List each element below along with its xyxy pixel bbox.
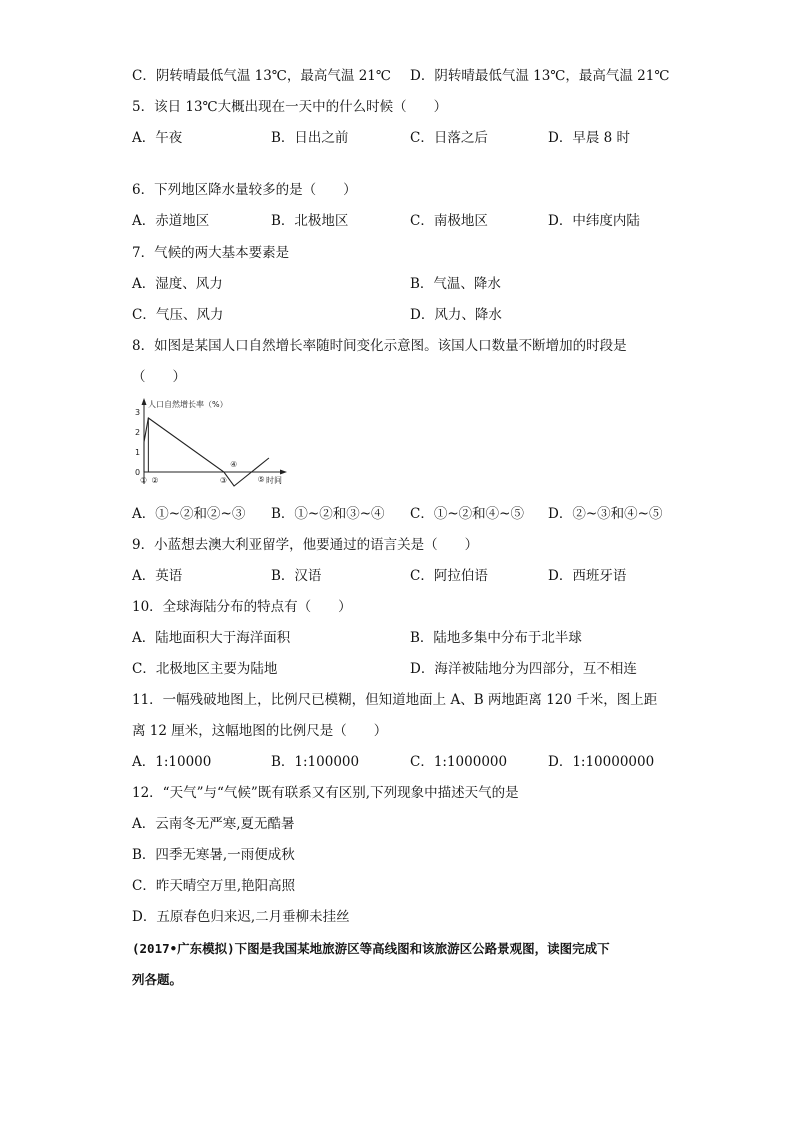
q4-option-d[interactable]: D．阴转晴最低气温 13℃，最高气温 21℃ [410, 68, 670, 84]
point-label: ④ [230, 460, 238, 469]
point-label: ① [140, 476, 148, 485]
y-tick-label: 1 [135, 448, 141, 457]
q5-option-d[interactable]: D．早晨 8 时 [548, 130, 630, 146]
y-tick-label: 3 [135, 408, 141, 417]
q8-option-a[interactable]: A．①~②和②~③ [132, 506, 246, 522]
q10-option-c[interactable]: C．北极地区主要为陆地 [132, 661, 278, 677]
q7-option-c[interactable]: C．气压、风力 [132, 307, 224, 323]
q6-option-a[interactable]: A．赤道地区 [132, 213, 210, 229]
q5-option-a[interactable]: A．午夜 [132, 130, 183, 146]
q9-option-d[interactable]: D．西班牙语 [548, 568, 627, 584]
q11-option-a[interactable]: A．1:10000 [132, 754, 212, 770]
q6-option-d[interactable]: D．中纬度内陆 [548, 213, 640, 229]
x-axis-label: 时间 [266, 476, 282, 485]
y-tick-label: 2 [135, 428, 141, 437]
q8-option-d[interactable]: D．②~③和④~⑤ [548, 506, 663, 522]
q8-option-b[interactable]: B．①~②和③~④ [271, 506, 385, 522]
y-tick-label: 0 [135, 468, 141, 477]
q10-option-d[interactable]: D．海洋被陆地分为四部分，互不相连 [410, 661, 637, 677]
section-note: (2017•广东模拟)下图是我国某地旅游区等高线图和该旅游区公路景观图，读图完成下 [132, 941, 610, 956]
q10-option-b[interactable]: B．陆地多集中分布于北半球 [410, 630, 582, 646]
point-label: ③ [219, 476, 228, 485]
q9-option-c[interactable]: C．阿拉伯语 [410, 568, 488, 584]
growth-rate-line [144, 418, 269, 486]
point-label: ⑤ [257, 475, 265, 484]
q12-option-b[interactable]: B．四季无寒暑,一雨便成秋 [132, 847, 295, 863]
q4-option-c[interactable]: C．阴转晴最低气温 13℃，最高气温 21℃ [132, 68, 391, 84]
q6-option-c[interactable]: C．南极地区 [410, 213, 488, 229]
q6-option-b[interactable]: B．北极地区 [271, 213, 349, 229]
q5-stem: 5．该日 13℃大概出现在一天中的什么时候（ ） [132, 99, 448, 115]
q8-stem: 8．如图是某国人口自然增长率随时间变化示意图。该国人口数量不断增加的时段是 [132, 338, 627, 354]
q11-option-d[interactable]: D．1:10000000 [548, 754, 655, 770]
q10-stem: 10．全球海陆分布的特点有（ ） [132, 599, 352, 615]
q11-option-b[interactable]: B．1:100000 [271, 754, 360, 770]
q12-option-d[interactable]: D．五原春色归来迟,二月垂柳未挂丝 [132, 909, 350, 925]
q9-option-a[interactable]: A．英语 [132, 568, 183, 584]
y-axis-label: 人口自然增长率（%） [148, 400, 228, 409]
q11-option-c[interactable]: C．1:1000000 [410, 754, 508, 770]
q12-option-a[interactable]: A．云南冬无严寒,夏无酷暑 [132, 816, 295, 832]
q8-stem-cont: （ ） [132, 369, 186, 385]
q10-option-a[interactable]: A．陆地面积大于海洋面积 [132, 630, 291, 646]
point-label: ② [151, 476, 159, 485]
q8-option-c[interactable]: C．①~②和④~⑤ [410, 506, 524, 522]
q11-stem: 11．一幅残破地图上，比例尺已模糊，但知道地面上 A、B 两地距离 120 千米，图上距 [132, 692, 658, 708]
q5-option-c[interactable]: C．日落之后 [410, 130, 488, 146]
q12-stem: 12．“天气”与“气候”既有联系又有区别,下列现象中描述天气的是 [132, 785, 519, 801]
q5-option-b[interactable]: B．日出之前 [271, 130, 349, 146]
q7-option-d[interactable]: D．风力、降水 [410, 307, 502, 323]
population-growth-chart [132, 396, 292, 488]
q9-option-b[interactable]: B．汉语 [271, 568, 322, 584]
q12-option-c[interactable]: C．昨天晴空万里,艳阳高照 [132, 878, 296, 894]
q6-stem: 6．下列地区降水量较多的是（ ） [132, 182, 357, 198]
q11-stem-cont: 离 12 厘米，这幅地图的比例尺是（ ） [132, 723, 388, 739]
q9-stem: 9．小蓝想去澳大利亚留学，他要通过的语言关是（ ） [132, 537, 479, 553]
q7-option-a[interactable]: A．湿度、风力 [132, 276, 223, 292]
section-note-cont: 列各题。 [132, 972, 183, 987]
x-axis-arrow [280, 470, 287, 475]
y-axis-arrow [142, 398, 147, 405]
q7-stem: 7．气候的两大基本要素是 [132, 245, 290, 261]
q7-option-b[interactable]: B．气温、降水 [410, 276, 501, 292]
